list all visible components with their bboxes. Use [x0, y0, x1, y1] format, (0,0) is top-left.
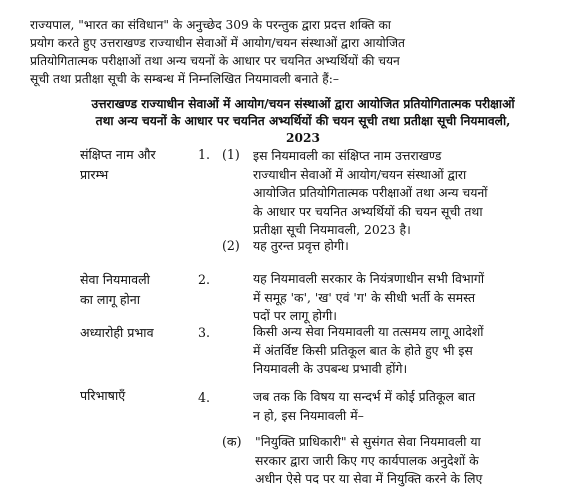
margin-heading-line: अध्यारोही प्रभाव	[80, 325, 154, 340]
text-line: किसी अन्य सेवा नियमावली या तत्समय लागू आदेशों	[253, 324, 484, 339]
intro-line: सूची तथा प्रतीक्षा सूची के सम्बन्ध में निम्नलिखित नियमावली बनाते हैं:–	[30, 72, 339, 86]
text-line: राज्याधीन सेवाओं में आयोग/चयन संस्थाओं द्वारा	[253, 166, 467, 182]
text-line: न हो, इस नियमावली में–	[253, 407, 364, 423]
rule-4-label	[80, 386, 185, 406]
text-line: प्रतीक्षा सूची नियमावली, 2023 है।	[253, 222, 411, 237]
clause-ka-marker: (क)	[222, 434, 242, 449]
intro-line: प्रयोग करते हुए उत्तराखण्ड राज्याधीन सेवाओं में आयोग/चयन संस्थाओं द्वारा आयोजित	[30, 36, 405, 50]
margin-heading-line: संक्षिप्त नाम और	[80, 147, 156, 162]
intro-line: प्रतियोगितात्मक परीक्षाओं तथा अन्य चयनों के आधार पर चयनित अभ्यर्थियों की चयन	[30, 54, 400, 68]
rule-1-label	[80, 145, 185, 185]
rule-3-label	[80, 323, 185, 343]
intro-paragraph	[30, 16, 570, 88]
text-line: में समूह 'क', 'ख' एवं 'ग' के सीधी भर्ती के समस्त	[253, 289, 476, 305]
margin-heading-line: प्रारम्भ	[80, 167, 109, 182]
rule-1-number: 1.	[198, 147, 211, 162]
clause-ka-text	[255, 433, 555, 489]
text-line: आयोजित प्रतियोगितात्मक परीक्षाओं तथा अन्य चयनों	[253, 185, 488, 200]
margin-heading-line: सेवा नियमावली	[80, 272, 150, 287]
title-year: 2023	[286, 131, 320, 145]
rule-3-text	[253, 323, 553, 379]
text-line: जब तक कि विषय या सन्दर्भ में कोई प्रतिकूल बात	[253, 389, 476, 404]
text-line: के आधार पर चयनित अभ्यर्थियों की चयन सूची तथा	[253, 203, 483, 219]
rule-2-label	[80, 270, 185, 310]
text-line: अधीन ऐसे पद पर या सेवा में नियुक्ति करने के लिए	[255, 471, 483, 486]
rules-title	[68, 96, 538, 147]
text-line: नियमावली के उपबन्ध प्रभावी होंगे।	[253, 361, 408, 376]
subrule-1-text	[253, 147, 553, 240]
rule-4-text	[253, 388, 553, 425]
rule-2-text	[253, 270, 553, 326]
subrule-2-marker: (2)	[222, 238, 240, 253]
margin-heading-line: का लागू होना	[80, 292, 141, 307]
text-line: पदों पर लागू होगी।	[253, 308, 338, 323]
title-line: तथा अन्य चयनों के आधार पर चयनित अभ्यर्थियों की चयन सूची तथा प्रतीक्षा सूची नियमावली,	[95, 114, 511, 128]
subrule-2-text	[253, 237, 553, 256]
title-line: उत्तराखण्ड राज्याधीन सेवाओं में आयोग/चयन संस्थाओं द्वारा आयोजित प्रतियोगितात्मक परीक्षाओं	[91, 97, 515, 111]
margin-heading-line: परिभाषाएँ	[80, 388, 126, 403]
text-line: इस नियमावली का संक्षिप्त नाम उत्तराखण्ड	[253, 148, 442, 163]
text-line: "नियुक्ति प्राधिकारी" से सुसंगत सेवा नियमावली या	[255, 434, 481, 449]
rule-2-number: 2.	[198, 272, 211, 287]
intro-line: राज्यपाल, "भारत का संविधान" के अनुच्छेद 309 के परन्तुक द्वारा प्रदत्त शक्ति का	[30, 18, 391, 32]
subrule-1-marker: (1)	[222, 147, 240, 162]
text-line: यह नियमावली सरकार के नियंत्रणाधीन सभी विभागों	[253, 271, 485, 286]
text-line: में अंतर्विष्ट किसी प्रतिकूल बात के होते हुए भी इस	[253, 342, 473, 358]
rule-3-number: 3.	[198, 325, 211, 340]
rule-4-number: 4.	[198, 390, 211, 405]
text-line: सरकार द्वारा जारी किए गए कार्यपालक अनुदेशों के	[255, 452, 479, 468]
text-line: यह तुरन्त प्रवृत्त होगी।	[253, 238, 349, 253]
